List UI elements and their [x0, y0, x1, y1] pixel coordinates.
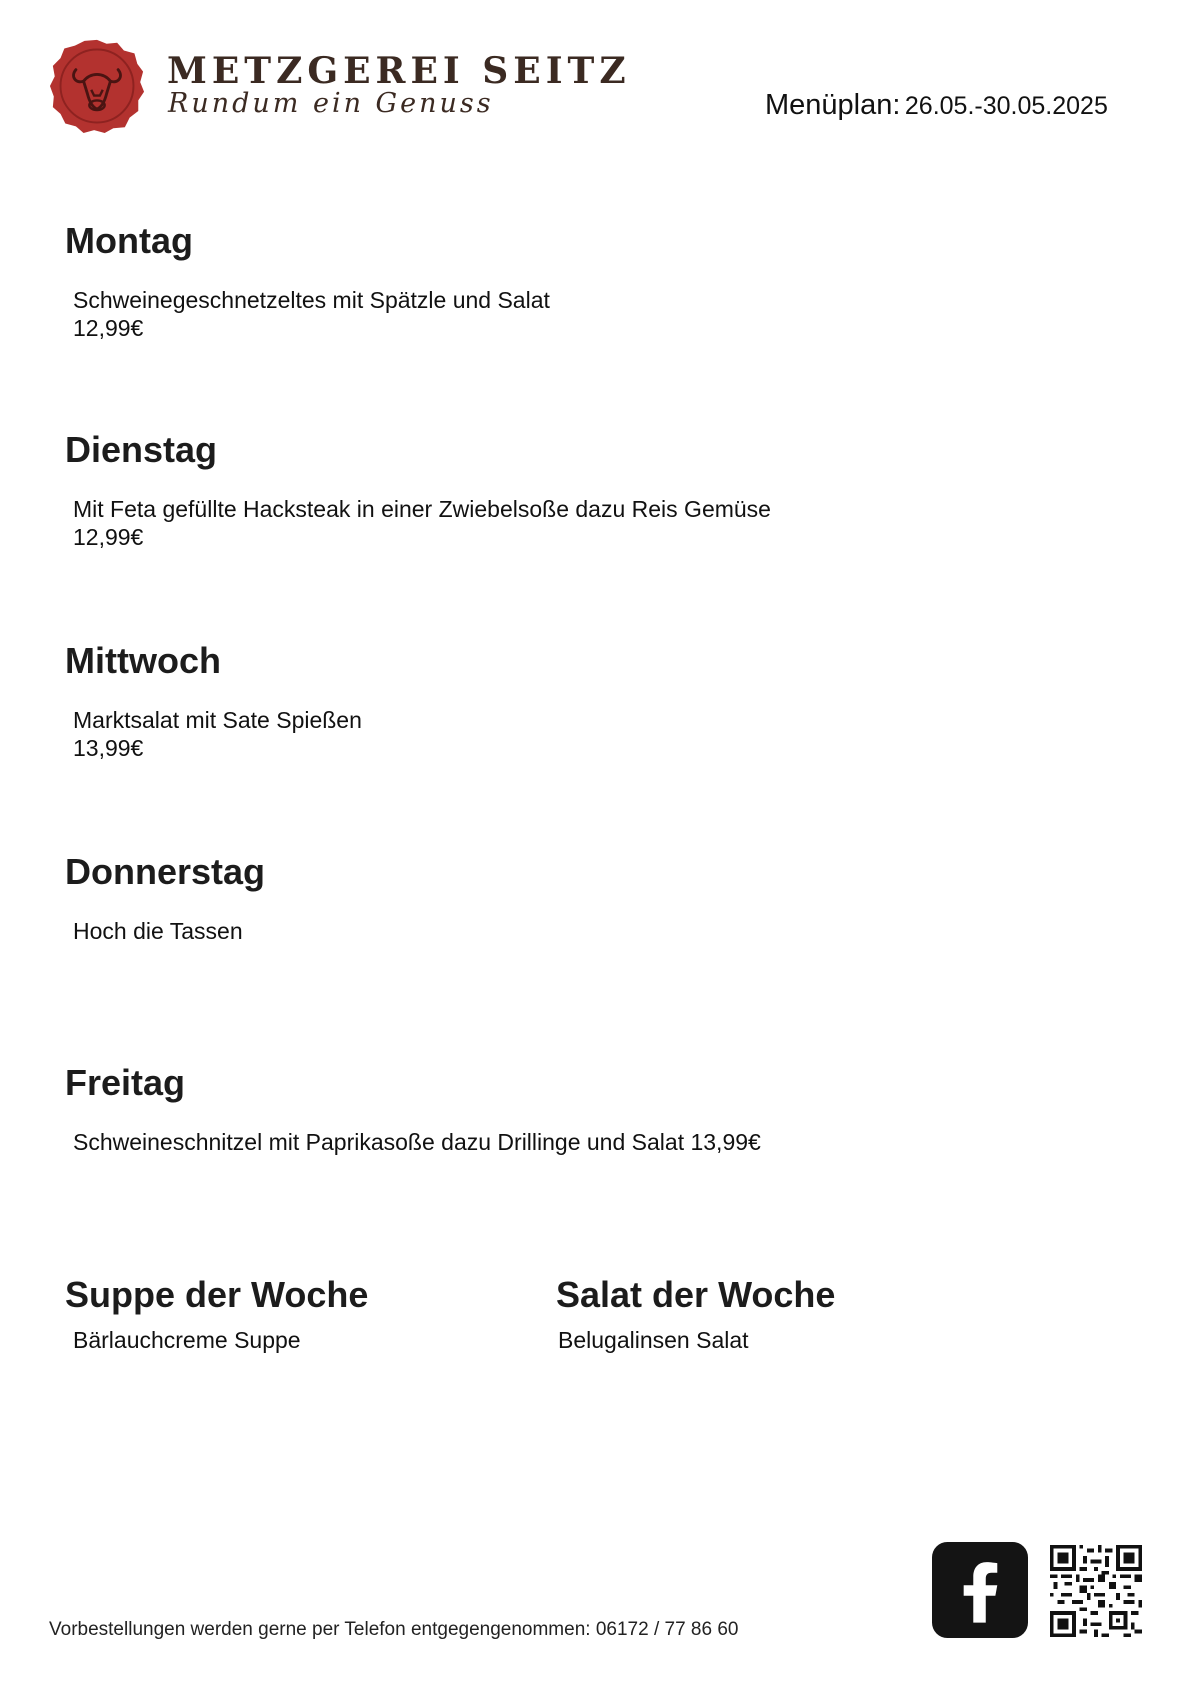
menu-period-dates: 26.05.-30.05.2025 [904, 92, 1108, 120]
bull-head-seal-icon [49, 38, 145, 134]
soup-title: Suppe der Woche [65, 1274, 369, 1315]
day-title: Donnerstag [65, 851, 266, 892]
day-wednesday [65, 640, 965, 762]
salad-of-week [556, 1274, 835, 1354]
qr-code-icon[interactable] [1050, 1545, 1142, 1637]
day-tuesday [65, 429, 965, 551]
day-monday [65, 220, 965, 342]
salad-dish: Belugalinsen Salat [558, 1327, 749, 1353]
dish-text: Schweinegeschnetzeltes mit Spätzle und Salat [73, 287, 550, 313]
dish-text: Marktsalat mit Sate Spießen [73, 707, 362, 733]
brand-name: METZGEREI SEITZ [167, 50, 631, 92]
dish-price: 12,99€ [73, 524, 144, 550]
soup-of-week [65, 1274, 368, 1354]
menu-period-label: Menüplan: [765, 89, 901, 121]
soup-dish: Bärlauchcreme Suppe [73, 1327, 301, 1353]
salad-title: Salat der Woche [556, 1274, 836, 1315]
day-title: Mittwoch [65, 640, 221, 681]
dish-text: Schweineschnitzel mit Paprikasoße dazu Drillinge und Salat 13,99€ [73, 1129, 761, 1155]
dish-price: 13,99€ [73, 735, 144, 761]
brand-tagline: Rundum ein Genuss [168, 88, 494, 119]
facebook-icon[interactable] [932, 1542, 1028, 1638]
day-thursday [65, 851, 965, 945]
dish-text: Mit Feta gefüllte Hacksteak in einer Zwiebelsoße dazu Reis Gemüse [73, 496, 771, 522]
day-title: Montag [65, 220, 193, 261]
day-title: Freitag [65, 1062, 186, 1103]
dish-text: Hoch die Tassen [73, 918, 243, 944]
day-friday [65, 1062, 965, 1156]
dish-price: 12,99€ [73, 315, 144, 341]
footer-note: Vorbestellungen werden gerne per Telefon entgegengenommen: 06172 / 77 86 60 [49, 1619, 739, 1640]
day-title: Dienstag [65, 429, 218, 470]
menu-period [765, 89, 1108, 122]
